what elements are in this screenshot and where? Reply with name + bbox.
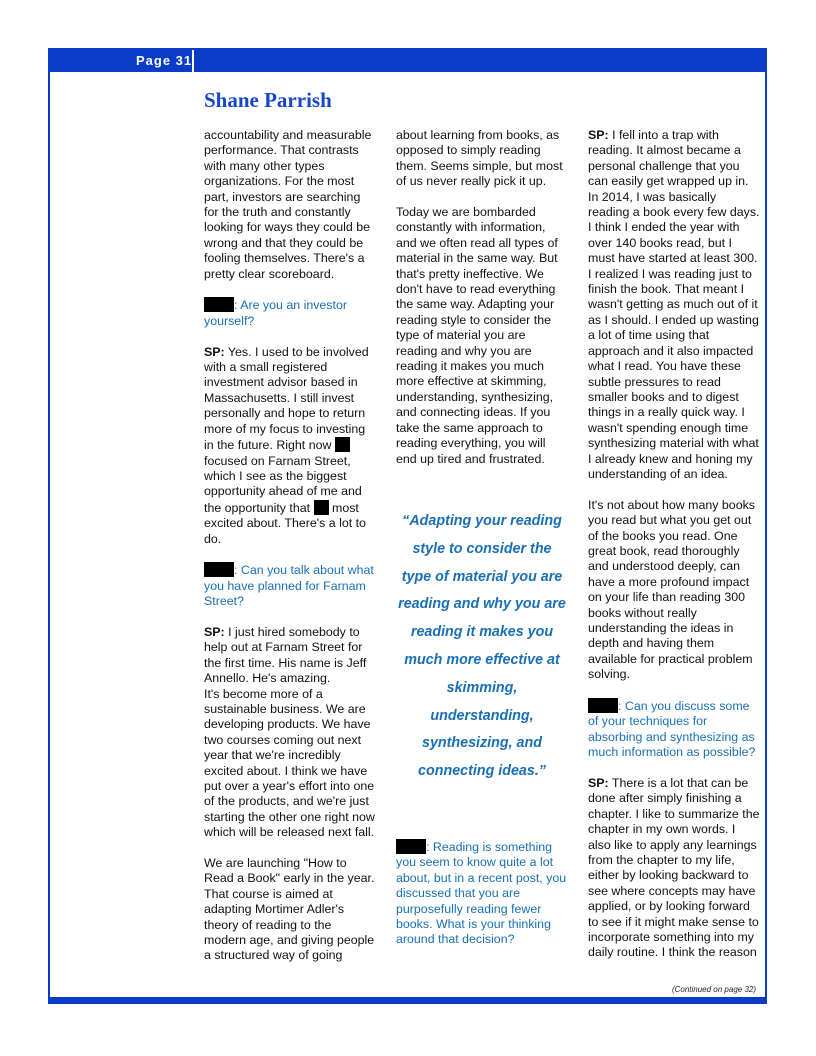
answer-text: I fell into a trap with reading. It almost became a personal challenge that you can easily get wrapped up in. In 2014, I was basically reading a book every few days. I think I ended the year with over 140 books read, but I must have started at least 300. I realized I was reading just to finish the book. That meant I wasn't getting as much out of it as I should. I ended up wasting a lot of time using that approach and it also impacted what I read. You have these subtle pressures to read smaller books and to digest things in a really quick way. I wasn't spending enough time synthesizing material with what I already knew and honing my understanding of an idea. [588, 128, 760, 481]
speaker-label: SP: [204, 624, 225, 639]
redaction-block [314, 500, 329, 515]
redaction-block [204, 297, 234, 312]
answer-text: Yes. I used to be involved with a small registered investment advisor based in Massachusetts. I still invest personally and hope to return more of my focus to investing in the future. Right now [204, 344, 369, 453]
paragraph: Today we are bombarded constantly with information, and we often read all types of material in the same way. But that's pretty ineffective. We don't have to read everything the same way. Adapting your reading style to consider the type of material you are reading and why you are reading it makes you much more effective at skimming, understanding, synthesizing, and connecting ideas. If you take the same approach to reading everything, you will end up tired and frustrated. [396, 205, 558, 466]
speaker-label: SP: [588, 776, 609, 791]
bottom-rule [48, 997, 767, 1004]
column-3 [588, 128, 760, 976]
redaction-block [335, 437, 350, 452]
page-number: Page 31 [136, 53, 193, 68]
interview-question: : Are you an investor yourself? [204, 298, 347, 328]
redaction-block [588, 698, 618, 713]
article-title: Shane Parrish [204, 88, 332, 112]
redaction-block [204, 562, 234, 577]
interview-question: : Can you talk about what you have planned for Farnam Street? [204, 563, 374, 609]
paragraph: accountability and measurable performance. That contrasts with many other types organizations. For the most part, investors are searching for the truth and constantly looking for ways they could be wrong and that they could be fooling themselves. There's a pretty clear scoreboard. [204, 128, 372, 281]
interview-answer [588, 128, 760, 482]
interview-answer [588, 776, 760, 961]
answer-text: It's become more of a sustainable business. We are developing products. We have two courses coming out next year that we're incredibly excited about. I think we have put over a year's effort into one of the products, and we're just starting the other one right now which will be released next fall. [204, 686, 375, 840]
interview-answer [204, 625, 376, 841]
question-text: Are you an investor yourself? [204, 298, 347, 328]
answer-text: I just hired somebody to help out at Farnam Street for the first time. His name is Jeff Annello. He's amazing. [204, 624, 367, 686]
speaker-label: SP: [588, 128, 609, 142]
question-text: Can you talk about what you have planned for Farnam Street? [204, 563, 374, 609]
paragraph: We are launching "How to Read a Book" early in the year. That course is aimed at adapting Mortimer Adler's theory of reading to the modern age, and giving people a structured way of going [204, 856, 375, 963]
redaction-block [396, 839, 426, 854]
paragraph: about learning from books, as opposed to simply reading them. Seems simple, but most of us never really pick it up. [396, 128, 563, 189]
speaker-label: SP: [204, 344, 225, 359]
answer-text: focused on Farnam Street, which I see as the biggest opportunity ahead of me and the opportunity that [204, 453, 362, 515]
answer-text: There is a lot that can be done after simply finishing a chapter. I like to summarize the chapter in my own words. I also like to apply any learnings from the chapter to my life, either by looking backward to see where concepts may have applied, or by looking forward to see if it might make sense to incorporate something into my daily routine. I think the reason [588, 776, 760, 960]
question-text: Can you discuss some of your techniques for absorbing and synthesizing as much information as possible? [588, 699, 756, 760]
pull-quote: “Adapting your reading style to consider the type of material you are reading and why you are reading it makes you much more effective at skimming, understanding, synthesizing, and connecting ideas.” [398, 513, 566, 780]
continued-note: (Continued on page 32) [671, 985, 756, 994]
question-text: Reading is something you seem to know quite a lot about, but in a recent post, you discussed that you are purposefully reading fewer books. What is your thinking around that decision? [396, 840, 567, 947]
interview-answer [204, 345, 376, 547]
column-1 [204, 128, 376, 979]
interview-question: : Can you discuss some of your techniques for absorbing and synthesizing as much information as possible? [588, 699, 756, 760]
paragraph: It's not about how many books you read but what you get out of the books you read. One great book, read thoroughly and understood deeply, can have a more profound impact on your life than reading 300 books without really understanding the ideas in depth and having them available for practical problem solving. [588, 497, 755, 682]
column-2 [396, 128, 568, 482]
interview-question: : Reading is something you seem to know quite a lot about, but in a recent post, you discussed that you are purposefully reading fewer books. What is your thinking around that decision? [396, 840, 567, 947]
answer-text: most excited about. There's a lot to do. [204, 500, 366, 546]
